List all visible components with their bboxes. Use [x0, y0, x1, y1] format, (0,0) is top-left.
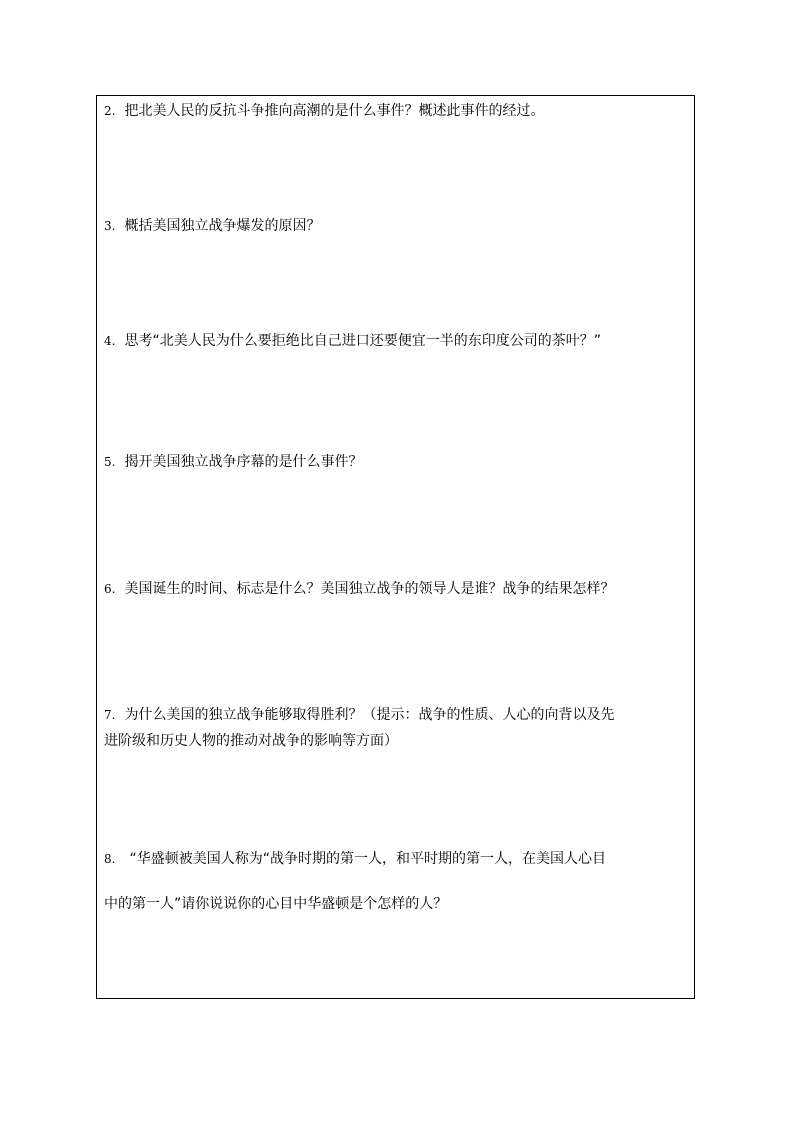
- question-text-line2: 进阶级和历史人物的推动对战争的影响等方面）: [104, 733, 398, 749]
- question-text: 概括美国独立战争爆发的原因？: [124, 218, 321, 234]
- question-text: 美国诞生的时间、标志是什么？美国独立战争的领导人是谁？战争的结果怎样？: [124, 581, 615, 597]
- question-5: [104, 453, 686, 472]
- question-7: [104, 702, 686, 754]
- question-number: 6.: [104, 582, 116, 596]
- question-text: 揭开美国独立战争序幕的是什么事件？: [124, 454, 363, 470]
- question-text-line1: 为什么美国的独立战争能够取得胜利？（提示：战争的性质、人心的向背以及先: [124, 707, 615, 723]
- question-text: 把北美人民的反抗斗争推向高潮的是什么事件？概述此事件的经过。: [124, 103, 545, 119]
- question-text-line2: 中的第一人”请你说说你的心目中华盛顿是个怎样的人？: [104, 896, 448, 912]
- question-number: 7.: [104, 708, 116, 722]
- question-box: [96, 95, 695, 999]
- question-text: 思考“北美人民为什么要拒绝比自己进口还要便宜一半的东印度公司的茶叶？”: [124, 333, 601, 349]
- question-2: [104, 102, 686, 121]
- question-number: 3.: [104, 219, 116, 233]
- question-8: [104, 837, 686, 927]
- question-number: 2.: [104, 104, 116, 118]
- question-6: [104, 580, 686, 599]
- question-number: 4.: [104, 334, 116, 348]
- question-number: 8.: [104, 852, 116, 866]
- question-4: [104, 332, 686, 351]
- question-number: 5.: [104, 455, 116, 469]
- question-text-line1: “华盛顿被美国人称为“战争时期的第一人，和平时期的第一人，在美国人心目: [129, 851, 606, 867]
- question-3: [104, 217, 686, 236]
